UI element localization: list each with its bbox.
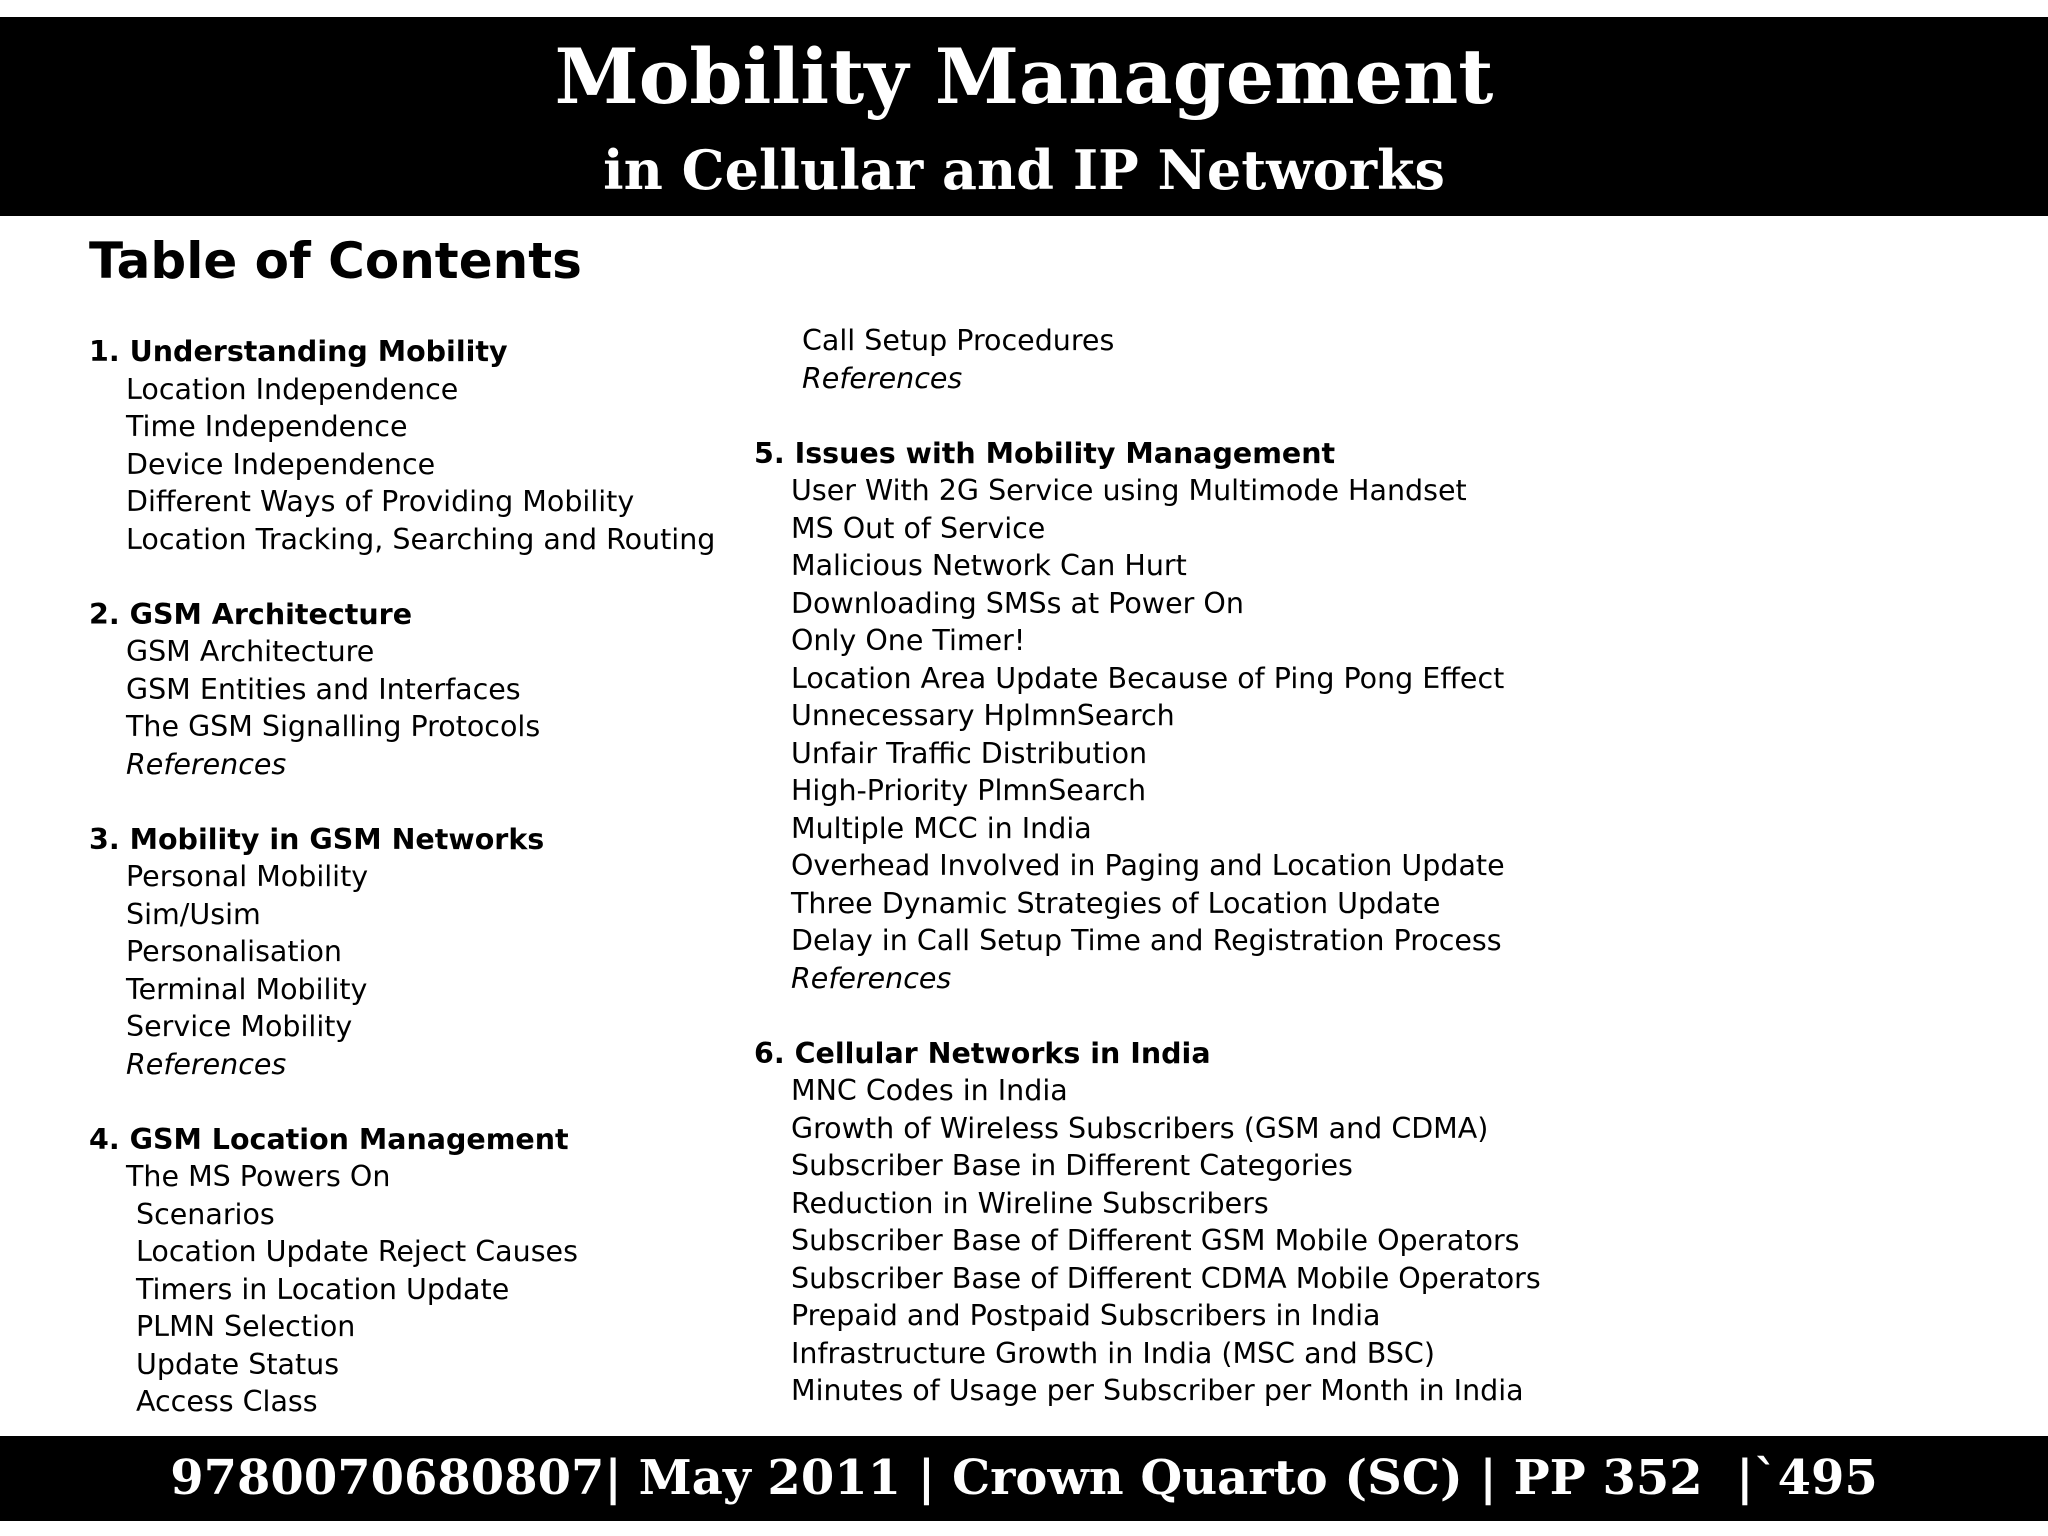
toc-references: References xyxy=(802,361,963,395)
chapter-number: 2. xyxy=(89,597,120,631)
toc-item: Downloading SMSs at Power On xyxy=(791,586,1244,620)
spacer xyxy=(89,558,715,596)
toc-item: Subscriber Base of Different GSM Mobile Operators xyxy=(791,1224,1520,1257)
chapter-number: 5. xyxy=(754,436,785,470)
book-details-footer xyxy=(0,1436,2048,1521)
toc-subitem: Scenarios xyxy=(136,1197,275,1231)
toc-item: Minutes of Usage per Subscriber per Month in India xyxy=(791,1374,1524,1407)
toc-item: GSM Architecture xyxy=(126,635,375,668)
separator: | xyxy=(917,1450,936,1506)
spacer xyxy=(89,1083,715,1121)
toc-item: Only One Timer! xyxy=(791,624,1026,657)
book-format: Crown Quarto (SC) xyxy=(951,1450,1463,1506)
toc-item: Subscriber Base of Different CDMA Mobile Operators xyxy=(791,1261,1541,1295)
separator: | xyxy=(1479,1450,1497,1506)
toc-item: Three Dynamic Strategies of Location Update xyxy=(791,886,1441,920)
title-banner xyxy=(0,17,2048,216)
chapter-heading xyxy=(754,1035,1541,1073)
chapter-title: Issues with Mobility Management xyxy=(794,436,1336,470)
chapter-heading xyxy=(89,1121,715,1159)
chapter-heading xyxy=(754,435,1541,473)
toc-item: Overhead Involved in Paging and Location Update xyxy=(791,849,1505,882)
toc-subitem: Location Update Reject Causes xyxy=(136,1235,578,1268)
toc-item: Terminal Mobility xyxy=(126,972,368,1006)
toc-item: Sim/Usim xyxy=(126,897,261,931)
toc-item: Unnecessary HplmnSearch xyxy=(791,699,1175,732)
chapter-title: GSM Architecture xyxy=(129,597,413,631)
toc-item: Device Independence xyxy=(126,447,436,481)
toc-item: The GSM Signalling Protocols xyxy=(126,710,541,743)
chapter-title: Mobility in GSM Networks xyxy=(129,822,545,856)
toc-item: Different Ways of Providing Mobility xyxy=(126,485,635,518)
book-title: Mobility Management xyxy=(554,32,1494,121)
toc-references: References xyxy=(791,961,952,995)
toc-item: Service Mobility xyxy=(126,1010,353,1043)
toc-subitem: Access Class xyxy=(136,1385,318,1418)
toc-item: Personalisation xyxy=(126,935,342,968)
chapter-title: Cellular Networks in India xyxy=(794,1036,1211,1070)
book-subtitle: in Cellular and IP Networks xyxy=(603,138,1445,202)
toc-item: High-Priority PlmnSearch xyxy=(791,774,1147,807)
toc-references: References xyxy=(126,747,287,781)
toc-item: The MS Powers On xyxy=(126,1160,391,1193)
toc-subitem: Timers in Location Update xyxy=(136,1272,510,1306)
chapter-title: GSM Location Management xyxy=(129,1122,569,1156)
toc-column-right xyxy=(754,322,1541,1410)
chapter-title: Understanding Mobility xyxy=(129,335,508,368)
toc-column-left xyxy=(89,333,715,1421)
toc-item: Location Independence xyxy=(126,372,459,406)
toc-subitem: PLMN Selection xyxy=(136,1310,356,1343)
toc-item: Multiple MCC in India xyxy=(791,811,1092,845)
chapter-number: 6. xyxy=(754,1036,785,1070)
separator: | xyxy=(604,1450,622,1506)
toc-item: Delay in Call Setup Time and Registration Process xyxy=(791,924,1502,957)
separator: | xyxy=(1736,1450,1754,1506)
toc-item: Infrastructure Growth in India (MSC and BSC) xyxy=(791,1336,1435,1370)
chapter-heading xyxy=(89,333,715,371)
price: `495 xyxy=(1753,1450,1878,1506)
chapter-number: 4. xyxy=(89,1122,120,1156)
toc-item: Unfair Traffic Distribution xyxy=(791,736,1148,770)
spacer xyxy=(89,783,715,821)
toc-subitem: Update Status xyxy=(136,1347,340,1381)
toc-item: Reduction in Wireline Subscribers xyxy=(791,1186,1269,1220)
toc-item: Location Area Update Because of Ping Pong Effect xyxy=(791,661,1505,695)
toc-item: Prepaid and Postpaid Subscribers in India xyxy=(791,1299,1381,1332)
page-count: PP 352 xyxy=(1513,1450,1703,1506)
spacer xyxy=(754,397,1541,435)
toc-item: GSM Entities and Interfaces xyxy=(126,672,521,706)
isbn: 9780070680807 xyxy=(170,1450,605,1506)
toc-item: Personal Mobility xyxy=(126,860,369,893)
chapter-heading xyxy=(89,821,715,859)
chapter-number: 3. xyxy=(89,822,120,856)
toc-item: MNC Codes in India xyxy=(791,1074,1068,1107)
toc-item: Location Tracking, Searching and Routing xyxy=(126,522,716,556)
toc-references: References xyxy=(126,1047,287,1081)
toc-item: Malicious Network Can Hurt xyxy=(791,549,1187,582)
toc-item: Growth of Wireless Subscribers (GSM and CDMA) xyxy=(791,1111,1489,1145)
chapter-heading xyxy=(89,596,715,634)
publication-date: May 2011 xyxy=(638,1450,902,1506)
spacer xyxy=(754,997,1541,1035)
toc-item: MS Out of Service xyxy=(791,511,1046,545)
toc-heading: Table of Contents xyxy=(89,232,582,290)
toc-item: Time Independence xyxy=(126,410,408,443)
toc-item: Subscriber Base in Different Categories xyxy=(791,1149,1353,1182)
toc-item: Call Setup Procedures xyxy=(802,324,1115,357)
chapter-number: 1. xyxy=(89,335,120,368)
toc-item: User With 2G Service using Multimode Handset xyxy=(791,474,1467,507)
